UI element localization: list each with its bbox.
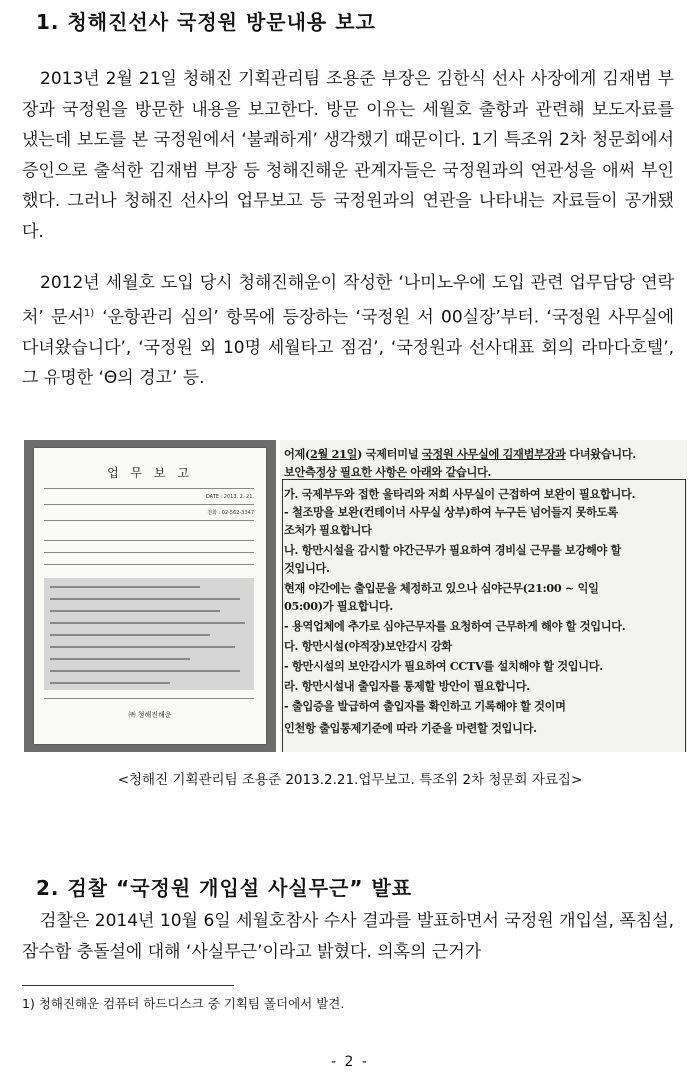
paragraph-2-text-b: ‘운항관리 심의’ 항목에 등장하는 ‘국정원 서 00실장’부터. ‘국정원 사무실에 다녀왔습니다’, ‘국정원 외 10명 세월타고 점검’, ‘국정원과 선사대표 회의 라마다호텔’, 그 유명한 ‘Θ의 경고’ 등. bbox=[22, 307, 674, 389]
report-signature: ㈜ 청해진해운 bbox=[128, 711, 172, 719]
report-header-rule bbox=[44, 488, 254, 489]
excerpt-line: 어제(2월 21일) 국제터미널 국정원 사무실에 김재범부장과 다녀왔습니다. bbox=[284, 447, 636, 461]
excerpt-line: 다. 항만시설(야적장)보안감시 강화 bbox=[284, 639, 452, 653]
report-rule bbox=[44, 698, 254, 699]
excerpt-line: 05:00)가 필요합니다. bbox=[284, 599, 393, 613]
excerpt-line: - 출입증을 발급하여 출입자를 확인하고 기록해야 할 것이며 bbox=[284, 699, 566, 713]
report-figure bbox=[24, 440, 687, 752]
report-sheet bbox=[34, 448, 266, 744]
footnote-divider bbox=[22, 985, 234, 986]
excerpt-line: 가. 국제부두와 접한 울타리와 저희 사무실이 근접하여 보완이 필요합니다. bbox=[284, 487, 636, 501]
excerpt-line: 현재 야간에는 출입문을 체정하고 있으나 심야근무(21:00 ~ 익일 bbox=[284, 581, 599, 595]
report-rule bbox=[44, 520, 254, 521]
report-rule bbox=[44, 564, 254, 565]
excerpt-line: 인천항 출입통제기준에 따라 기준을 마련할 것입니다. bbox=[284, 721, 537, 735]
report-rule bbox=[44, 540, 254, 541]
report-rule bbox=[44, 504, 254, 505]
report-rule bbox=[44, 552, 254, 553]
excerpt-line: - 철조망을 보완(컨테이너 사무실 상부)하여 누구든 넘어들지 못하도록 bbox=[284, 505, 618, 519]
excerpt-line: 나. 항만시설을 감시할 야간근무가 필요하여 경비실 근무를 보강해야 할 bbox=[284, 543, 622, 557]
report-date: DATE : 2013. 2. 21. bbox=[205, 494, 254, 500]
report-excerpt bbox=[280, 440, 687, 752]
excerpt-line: - 용역업체에 추가로 심야근무자를 요청하여 근무하게 해야 할 것입니다. bbox=[284, 619, 626, 633]
report-highlighted-section bbox=[44, 578, 254, 690]
excerpt-line: - 항만시설의 보안감시가 필요하여 CCTV를 설치해야 할 것입니다. bbox=[284, 659, 603, 673]
business-report-scan bbox=[24, 440, 276, 752]
section-1-heading: 1. 청해진선사 국정원 방문내용 보고 bbox=[36, 10, 376, 34]
excerpt-line: 보안측정상 필요한 사항은 아래와 같습니다. bbox=[284, 465, 492, 479]
section-1-paragraph-1: 2013년 2월 21일 청해진 기획관리팀 조용준 부장은 김한식 선사 사장에게 김재범 부장과 국정원을 방문한 내용을 보고한다. 방문 이유는 세월호 출항과 관련해 보도자료를 냈는데 보도를 본 국정원에서 ‘불쾌하게’ 생각했기 때문이다. 1기 특조위 2차 청문회에서 증인으로 출석한 김재범 부장 등 청해진해운 관계자들은 국정원과의 연관성을 애써 부인했다. 그러나 청해진 선사의 업무보고 등 국정원과의 연관을 나타내는 자료들이 공개됐다. bbox=[22, 69, 674, 242]
footnote-reference[interactable]: 1) bbox=[83, 307, 95, 319]
excerpt-line: 것입니다. bbox=[284, 561, 330, 575]
report-tel: 전화 : 02-562-3347 bbox=[207, 510, 254, 516]
report-title: 업 무 보 고 bbox=[107, 466, 193, 480]
footnote: 1) 청해진해운 컴퓨터 하드디스크 중 기획팀 폴더에서 발견. bbox=[22, 996, 345, 1011]
section-2-heading: 2. 검찰 “국정원 개입설 사실무근” 발표 bbox=[36, 876, 413, 900]
figure-caption: <청해진 기획관리팀 조용준 2013.2.21.업무보고. 특조위 2차 청문회 자료집> bbox=[117, 772, 583, 788]
page-number: - 2 - bbox=[331, 1054, 369, 1070]
excerpt-line: 라. 항만시설내 출입자를 통제할 방안이 필요합니다. bbox=[284, 679, 530, 693]
section-1-paragraph-2 bbox=[22, 268, 674, 394]
section-2-paragraph: 검찰은 2014년 10월 6일 세월호참사 수사 결과를 발표하면서 국정원 개입설, 폭침설, 잠수함 충돌설에 대해 ‘사실무근’이라고 밝혔다. 의혹의 근거가 bbox=[22, 911, 674, 962]
excerpt-line: 조처가 필요합니다 bbox=[284, 523, 372, 537]
paragraph-2-text-a: 2012년 세월호 도입 당시 청해진해운이 작성한 ‘나미노우에 도입 관련 업무담당 연락처’ 문서 bbox=[22, 273, 674, 328]
